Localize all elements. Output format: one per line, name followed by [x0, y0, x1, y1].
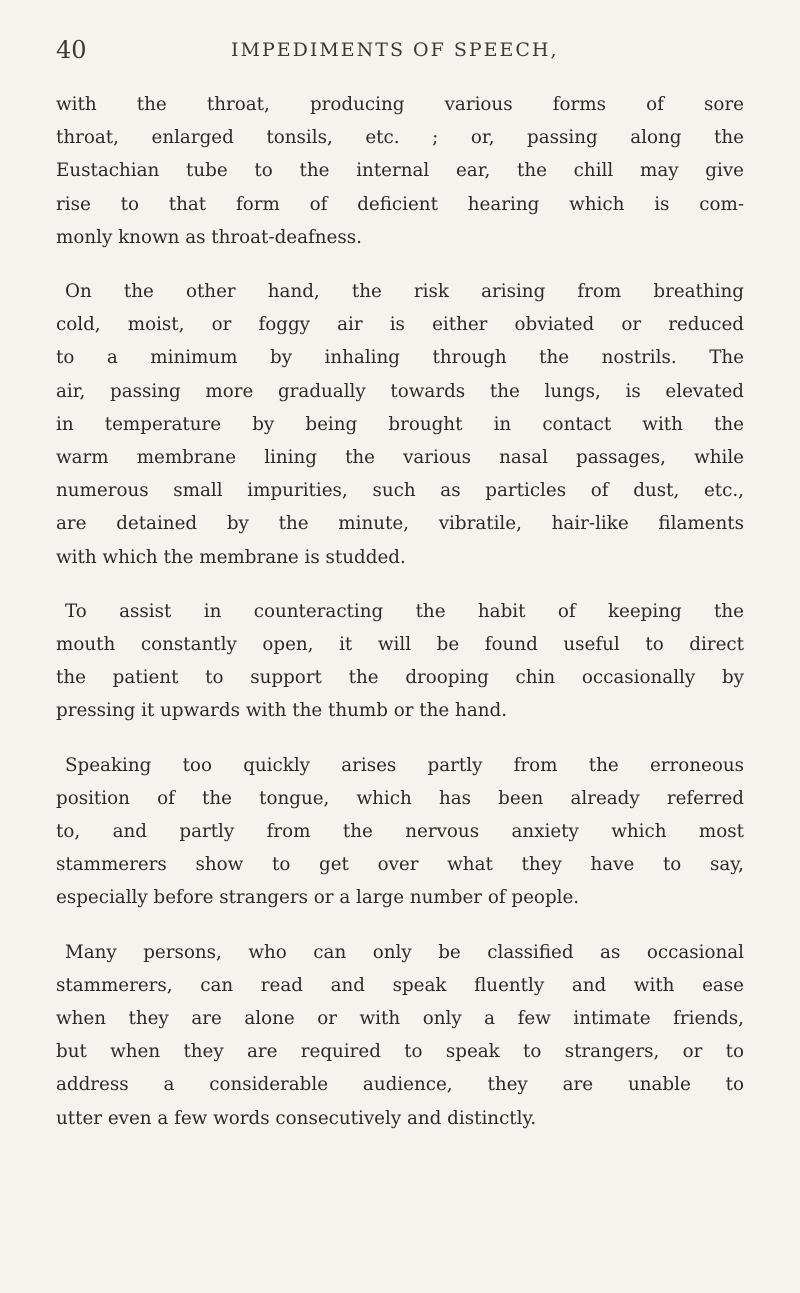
- text-line: but when they are required to speak to strangers, or to: [56, 1041, 744, 1063]
- text-line: throat, enlarged tonsils, etc. ; or, passing along the: [56, 127, 744, 149]
- text-line: position of the tongue, which has been already referred: [56, 787, 744, 809]
- text-line: especially before strangers or a large number of people.: [56, 887, 580, 909]
- text-line: Many persons, who can only be classified as occasional: [65, 941, 744, 963]
- text-line: address a considerable audience, they are unable to: [56, 1074, 744, 1096]
- text-line: Speaking too quickly arises partly from the erroneous: [65, 754, 744, 776]
- text-line: to a minimum by inhaling through the nostrils. The: [56, 347, 744, 369]
- text-line: with the throat, producing various forms of sore: [56, 94, 744, 115]
- paragraph: [56, 749, 744, 915]
- text-line: To assist in counteracting the habit of keeping the: [65, 600, 744, 622]
- running-title: IMPEDIMENTS OF SPEECH,: [231, 39, 559, 61]
- text-line: to, and partly from the nervous anxiety which most: [56, 821, 744, 843]
- text-line: air, passing more gradually towards the lungs, is elevated: [56, 380, 744, 402]
- paragraph: [56, 936, 744, 1135]
- text-line: monly known as throat-deafness.: [56, 226, 362, 248]
- text-line: utter even a few words consecutively and distinctly.: [56, 1107, 537, 1129]
- paragraph: [56, 275, 744, 574]
- text-line: stammerers, can read and speak fluently and with ease: [56, 974, 744, 996]
- body-text: [56, 88, 744, 1156]
- text-line: pressing it upwards with the thumb or the hand.: [56, 700, 508, 722]
- text-line: mouth constantly open, it will be found useful to direct: [56, 634, 744, 656]
- page-number: 40: [56, 36, 87, 64]
- text-line: when they are alone or with only a few intimate friends,: [56, 1008, 744, 1030]
- text-line: rise to that form of deficient hearing which is com-: [56, 193, 744, 215]
- text-line: with which the membrane is studded.: [56, 546, 406, 568]
- text-line: numerous small impurities, such as particles of dust, etc.,: [56, 480, 744, 502]
- text-line: the patient to support the drooping chin occasionally by: [56, 667, 744, 689]
- text-line: cold, moist, or foggy air is either obviated or reduced: [56, 314, 744, 336]
- paragraph: [56, 595, 744, 728]
- text-line: stammerers show to get over what they have to say,: [56, 854, 744, 876]
- text-line: On the other hand, the risk arising from breathing: [65, 281, 744, 303]
- running-header: [56, 30, 746, 70]
- text-line: are detained by the minute, vibratile, hair-like filaments: [56, 513, 744, 535]
- text-line: warm membrane lining the various nasal passages, while: [56, 447, 744, 469]
- paragraph: [56, 88, 744, 254]
- text-line: Eustachian tube to the internal ear, the chill may give: [56, 160, 744, 182]
- text-line: in temperature by being brought in contact with the: [56, 413, 744, 435]
